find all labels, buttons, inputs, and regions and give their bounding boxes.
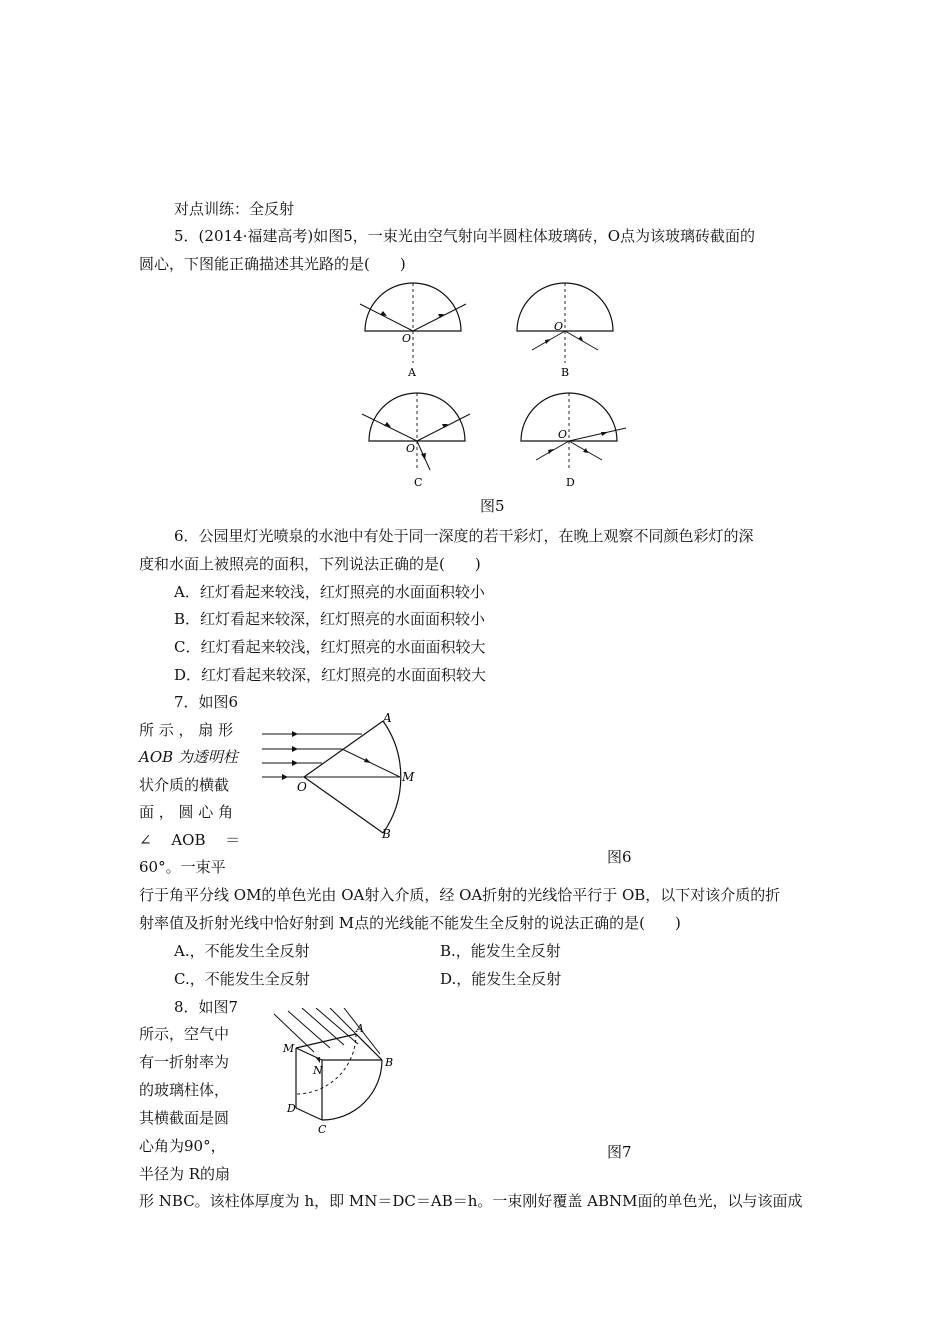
q6-option-a: A．红灯看起来较浅，红灯照亮的水面面积较小 — [174, 583, 485, 601]
q5-label-a: A — [408, 366, 416, 379]
q8-label-m: M — [283, 1042, 295, 1055]
q5-figure-caption: 图5 — [480, 497, 505, 515]
q7-wrap-line6: ∠ AOB ＝ — [139, 831, 241, 849]
q8-wrap-line7: 半径为 R的扇 — [139, 1165, 231, 1183]
q6-stem-line2: 度和水面上被照亮的面积，下列说法正确的是( ) — [139, 555, 481, 573]
q6-option-d: D．红灯看起来较深，红灯照亮的水面面积较大 — [174, 666, 487, 684]
q5-option-c-diagram — [362, 393, 470, 470]
q8-wrap-line4: 的玻璃柱体， — [139, 1081, 230, 1099]
q8-wrap-line6: 心角为90°， — [139, 1137, 226, 1155]
q5-stem-line2: 圆心，下图能正确描述其光路的是( ) — [139, 255, 406, 273]
q7-label-a: A — [383, 712, 392, 725]
q5-label-b: B — [561, 366, 570, 379]
q8-label-b: B — [385, 1056, 394, 1069]
q7-option-d: D.，能发生全反射 — [440, 970, 562, 988]
q8-wrap-line2: 所示，空气中 — [139, 1025, 230, 1043]
q7-figure-caption: 图6 — [607, 848, 632, 866]
q8-stem-line1: 形 NBC。该柱体厚度为 h，即 MN＝DC＝AB＝h。一束刚好覆盖 ABNM面的单色光，以与该面成 — [139, 1192, 803, 1210]
q5-option-b-diagram — [517, 283, 613, 363]
q8-wrap-line1: 8．如图7 — [174, 998, 239, 1016]
q7-label-b: B — [382, 827, 391, 841]
q5-label-c: C — [414, 476, 423, 488]
q5-d-center-label: O — [558, 428, 568, 441]
q7-option-c: C.，不能发生全反射 — [174, 970, 310, 988]
q8-label-d: D — [287, 1102, 296, 1115]
q6-option-c: C．红灯看起来较浅，红灯照亮的水面面积较大 — [174, 638, 486, 656]
q7-stem-line2: 射率值及折射光线中恰好射到 M点的光线能不能发生全反射的说法正确的是( ) — [139, 914, 681, 932]
q7-wrap-line7: 60°。一束平 — [139, 858, 226, 876]
q8-wrap-line5: 其横截面是圆 — [139, 1109, 230, 1127]
q7-wrap-line3: AOB 为透明柱 — [139, 748, 238, 766]
q7-wrap-line5: 面 ， 圆 心 角 — [139, 803, 234, 821]
q7-wrap-line2: 所 示 ， 扇 形 — [139, 721, 234, 739]
q5-figure — [340, 278, 640, 488]
q5-stem-line1: 5．(2014·福建高考)如图5，一束光由空气射向半圆柱体玻璃砖，O点为该玻璃砖截面的 — [174, 227, 756, 245]
q8-label-c: C — [318, 1123, 327, 1136]
q5-option-d-diagram — [521, 393, 626, 468]
section-title: 对点训练：全反射 — [174, 200, 295, 218]
q7-wrap-line4: 状介质的横截 — [139, 776, 230, 794]
q7-label-o: O — [297, 780, 307, 794]
q6-option-b: B．红灯看起来较深，红灯照亮的水面面积较小 — [174, 610, 486, 628]
q8-label-n: N — [313, 1064, 323, 1077]
q5-c-center-label: O — [406, 442, 416, 455]
q8-figure — [272, 1008, 402, 1140]
q5-b-center-label: O — [554, 320, 564, 333]
q7-option-b: B.，能发生全反射 — [440, 942, 561, 960]
q8-figure-caption: 图7 — [607, 1143, 632, 1161]
q7-label-m: M — [402, 770, 415, 784]
q8-label-a: A — [356, 1022, 364, 1035]
q5-a-center-label: O — [402, 332, 412, 345]
q7-wrap-line1: 7．如图6 — [174, 693, 239, 711]
q6-stem-line1: 6．公园里灯光喷泉的水池中有处于同一深度的若干彩灯，在晚上观察不同颜色彩灯的深 — [174, 527, 754, 545]
q8-wrap-line3: 有一折射率为 — [139, 1053, 230, 1071]
q7-stem-line1: 行于角平分线 OM的单色光由 OA射入介质，经 OA折射的光线恰平行于 OB，以下对该介质的折 — [139, 886, 781, 904]
q7-figure — [262, 712, 422, 842]
q5-option-a-diagram — [360, 283, 466, 363]
q7-option-a: A.，不能发生全反射 — [174, 942, 310, 960]
q5-label-d: D — [566, 476, 575, 488]
